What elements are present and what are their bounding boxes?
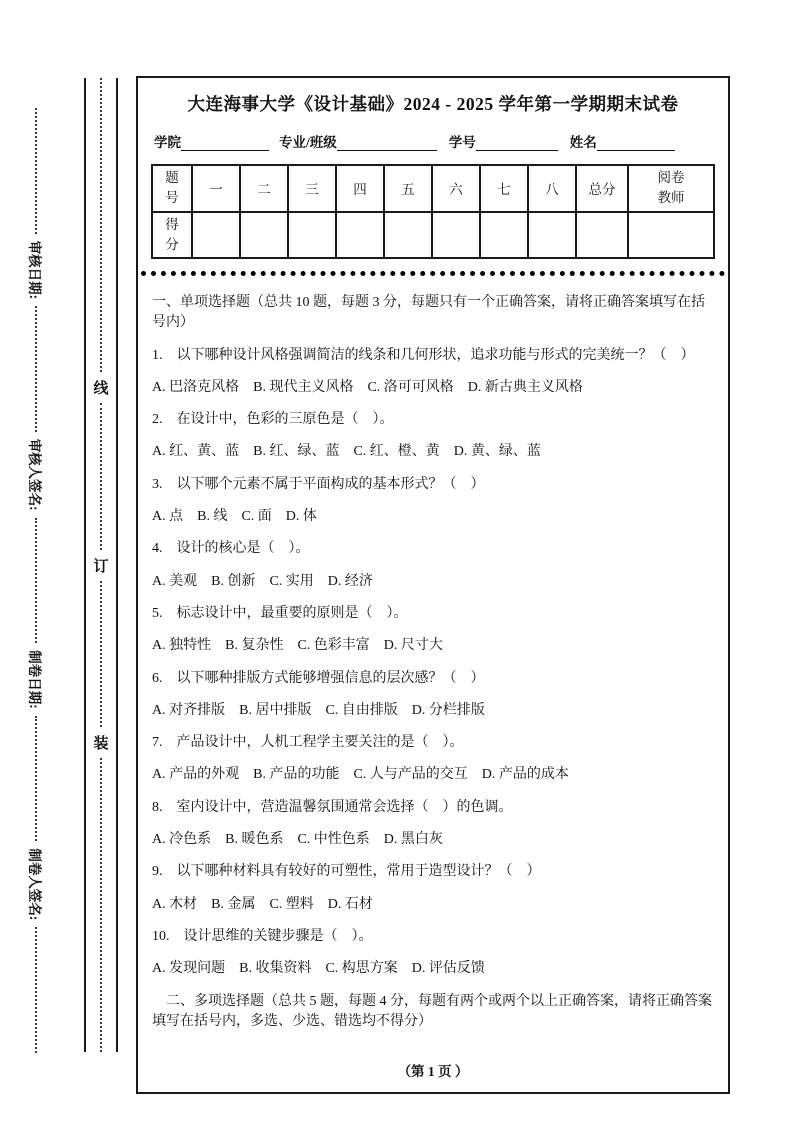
question-2-options: A. 红、黄、蓝 B. 红、绿、蓝 C. 红、橙、黄 D. 黄、绿、蓝 [152, 444, 541, 460]
question-6-stem: 6. 以下哪种排版方式能够增强信息的层次感？（ ） [152, 670, 485, 686]
question-number-header-cell [152, 165, 192, 212]
binding-fields-column [26, 108, 46, 1053]
student-id-blank [476, 133, 558, 151]
dotted-line [35, 108, 37, 234]
binding-char-line: 线 [93, 380, 109, 397]
question-6-options: A. 对齐排版 B. 居中排版 C. 自由排版 D. 分栏排版 [152, 702, 485, 718]
score-cell [528, 212, 576, 259]
col-header-2: 二 [240, 165, 288, 212]
student-id-label: 学号 [448, 135, 476, 150]
dotted-line [100, 758, 102, 1052]
score-cell [480, 212, 528, 259]
grader-label: 阅卷教师 [657, 170, 685, 206]
major-class-label: 专业/班级 [279, 135, 337, 150]
question-5-options: A. 独特性 B. 复杂性 C. 色彩丰富 D. 尺寸大 [152, 638, 443, 654]
question-4-options: A. 美观 B. 创新 C. 实用 D. 经济 [152, 573, 373, 589]
score-cell [384, 212, 432, 259]
score-cell [576, 212, 628, 259]
college-label: 学院 [154, 135, 181, 150]
col-header-1: 一 [192, 165, 240, 212]
question-9-stem: 9. 以下哪种材料具有较好的可塑性，常用于造型设计？（ ） [152, 864, 541, 880]
score-cell [192, 212, 240, 259]
question-10-stem: 10. 设计思维的关键步骤是（ ）。 [152, 928, 373, 944]
question-4-stem: 4. 设计的核心是（ ）。 [152, 541, 310, 557]
questions-area [152, 293, 714, 1032]
paper-maker-signature-label: 制卷人签名: [27, 848, 42, 921]
col-header-5: 五 [384, 165, 432, 212]
question-3-options: A. 点 B. 线 C. 面 D. 体 [152, 509, 317, 525]
dotted-separator [141, 271, 725, 276]
question-7-stem: 7. 产品设计中，人机工程学主要关注的是（ ）。 [152, 735, 464, 751]
college-blank [181, 133, 269, 151]
col-header-8: 八 [528, 165, 576, 212]
question-8-options: A. 冷色系 B. 暖色系 C. 中性色系 D. 黑白灰 [152, 832, 443, 848]
binding-char-bind: 装 [93, 736, 109, 753]
question-2-stem: 2. 在设计中，色彩的三原色是（ ）。 [152, 412, 394, 428]
col-header-total: 总分 [576, 165, 628, 212]
score-cell [240, 212, 288, 259]
question-7-options: A. 产品的外观 B. 产品的功能 C. 人与产品的交互 D. 产品的成本 [152, 767, 569, 783]
page-number: （第 1 页 ） [397, 1064, 469, 1079]
dotted-line [35, 927, 37, 1053]
question-10-options: A. 发现问题 B. 收集资料 C. 构思方案 D. 评估反馈 [152, 961, 485, 977]
score-cell [288, 212, 336, 259]
question-number-label: 题号 [165, 170, 179, 206]
score-cell [336, 212, 384, 259]
dotted-line [35, 518, 37, 644]
section-1-heading: 一、单项选择题（总共 10 题，每题 3 分，每题只有一个正确答案，请将正确答案填写在括号内） [152, 295, 705, 331]
col-header-6: 六 [432, 165, 480, 212]
dotted-line [100, 581, 102, 728]
score-cell [432, 212, 480, 259]
student-info-line [154, 131, 712, 151]
paper-maker-date-label: 制卷日期: [27, 650, 42, 709]
binding-char-staple: 订 [93, 558, 109, 575]
reviewer-signature-label: 审核人签名: [27, 438, 42, 511]
dotted-line [35, 716, 37, 842]
col-header-7: 七 [480, 165, 528, 212]
major-class-blank [337, 133, 437, 151]
col-header-3: 三 [288, 165, 336, 212]
name-blank [597, 133, 675, 151]
exam-sheet [136, 76, 730, 1094]
exam-title: 大连海事大学《设计基础》2024 - 2025 学年第一学期期末试卷 [187, 94, 679, 114]
dotted-line [100, 78, 102, 372]
dotted-line [100, 403, 102, 550]
question-9-options: A. 木材 B. 金属 C. 塑料 D. 石材 [152, 896, 373, 912]
col-header-4: 四 [336, 165, 384, 212]
question-5-stem: 5. 标志设计中，最重要的原则是（ ）。 [152, 605, 408, 621]
grader-cell [628, 212, 714, 259]
question-3-stem: 3. 以下哪个元素不属于平面构成的基本形式？（ ） [152, 476, 485, 492]
section-2-heading: 二、多项选择题（总共 5 题，每题 4 分，每题有两个或两个以上正确答案，请将正确答案填写在括号内，多选、少选、错选均不得分） [152, 993, 712, 1029]
question-8-stem: 8. 室内设计中，营造温馨氛围通常会选择（ ）的色调。 [152, 799, 513, 815]
score-table [151, 164, 715, 259]
review-date-label: 审核日期: [27, 240, 42, 300]
binding-strip [84, 78, 118, 1052]
score-row-header-cell [152, 212, 192, 259]
question-1-stem: 1. 以下哪种设计风格强调简洁的线条和几何形状，追求功能与形式的完美统一？（ ） [152, 347, 695, 363]
name-label: 姓名 [569, 135, 597, 150]
grader-header-cell [628, 165, 714, 212]
question-1-options: A. 巴洛克风格 B. 现代主义风格 C. 洛可可风格 D. 新古典主义风格 [152, 379, 583, 395]
dotted-line [35, 306, 37, 432]
table-row [152, 212, 714, 259]
score-label: 得分 [165, 216, 179, 252]
table-row [152, 165, 714, 212]
